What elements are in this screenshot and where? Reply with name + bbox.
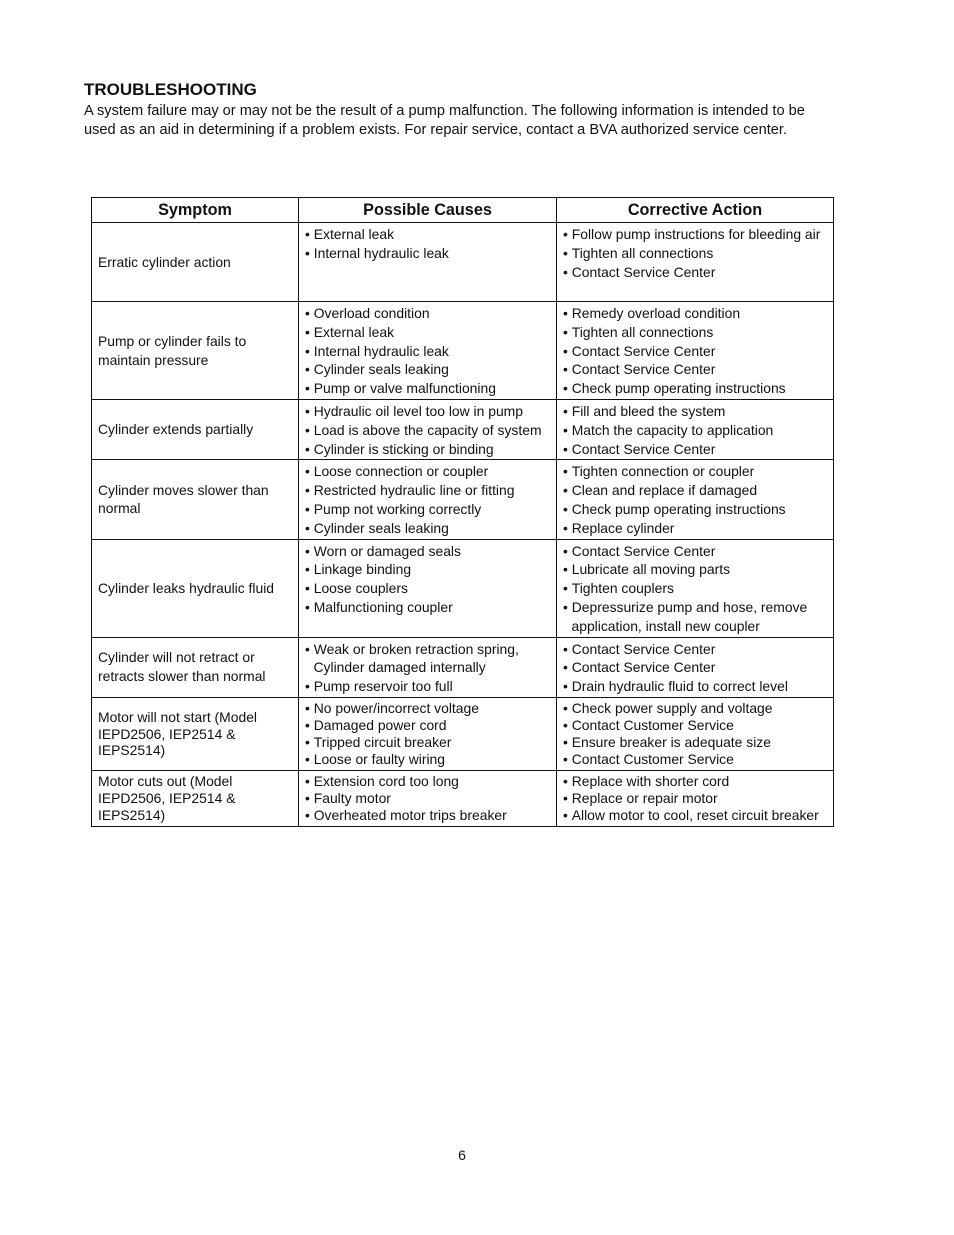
- page-title: TROUBLESHOOTING: [84, 80, 257, 99]
- action-cell: [557, 697, 834, 770]
- cause-item: • Pump not working correctly: [305, 500, 550, 519]
- action-item: • Contact Service Center: [563, 658, 827, 677]
- cause-item: • External leak: [305, 323, 550, 342]
- cause-item: • Loose connection or coupler: [305, 462, 550, 481]
- symptom-cell: Erratic cylinder action: [92, 223, 299, 302]
- action-item: • Tighten couplers: [563, 579, 827, 598]
- action-item: • Replace cylinder: [563, 519, 827, 538]
- action-item: • Check pump operating instructions: [563, 379, 827, 398]
- action-item: • Contact Service Center: [563, 542, 827, 561]
- action-cell: [557, 539, 834, 637]
- header-corrective-action: Corrective Action: [557, 198, 834, 223]
- cause-cell: [299, 637, 557, 697]
- troubleshooting-table: [91, 197, 834, 827]
- action-item: • Tighten all connections: [563, 323, 827, 342]
- symptom-cell: Cylinder extends partially: [92, 400, 299, 460]
- action-cell: [557, 637, 834, 697]
- page-number: 6: [458, 1147, 466, 1163]
- table-row: [92, 223, 834, 302]
- table-header-row: [92, 198, 834, 223]
- table-row: [92, 697, 834, 770]
- cause-item: • Loose or faulty wiring: [305, 751, 550, 768]
- action-cell: [557, 460, 834, 539]
- action-cell: [557, 770, 834, 826]
- action-item: • Lubricate all moving parts: [563, 560, 827, 579]
- action-item: • Depressurize pump and hose, remove application, install new coupler: [563, 598, 827, 636]
- symptom-cell: Pump or cylinder fails to maintain pressure: [92, 302, 299, 400]
- cause-cell: [299, 223, 557, 302]
- cause-item: • Load is above the capacity of system: [305, 421, 550, 440]
- action-item: • Replace with shorter cord: [563, 773, 827, 790]
- action-item: • Contact Service Center: [563, 640, 827, 659]
- cause-item: • Weak or broken retraction spring, Cylinder damaged internally: [305, 640, 550, 678]
- cause-item: • Extension cord too long: [305, 773, 550, 790]
- symptom-cell: Motor cuts out (Model IEPD2506, IEP2514 & IEPS2514): [92, 770, 299, 826]
- action-item: • Tighten connection or coupler: [563, 462, 827, 481]
- cause-item: • External leak: [305, 225, 550, 244]
- action-item: • Replace or repair motor: [563, 790, 827, 807]
- cause-cell: [299, 400, 557, 460]
- action-item: • Ensure breaker is adequate size: [563, 734, 827, 751]
- cause-item: • Pump or valve malfunctioning: [305, 379, 550, 398]
- action-item: • Match the capacity to application: [563, 421, 827, 440]
- action-item: • Drain hydraulic fluid to correct level: [563, 677, 827, 696]
- symptom-cell: Motor will not start (Model IEPD2506, IEP2514 & IEPS2514): [92, 697, 299, 770]
- cause-item: • Hydraulic oil level too low in pump: [305, 402, 550, 421]
- cause-cell: [299, 697, 557, 770]
- action-item: • Contact Service Center: [563, 360, 827, 379]
- cause-item: • Worn or damaged seals: [305, 542, 550, 561]
- cause-item: • Cylinder seals leaking: [305, 519, 550, 538]
- action-item: • Contact Customer Service: [563, 717, 827, 734]
- cause-cell: [299, 302, 557, 400]
- action-item: • Contact Customer Service: [563, 751, 827, 768]
- cause-cell: [299, 770, 557, 826]
- header-possible-causes: Possible Causes: [299, 198, 557, 223]
- action-cell: [557, 223, 834, 302]
- cause-item: • Loose couplers: [305, 579, 550, 598]
- action-item: • Contact Service Center: [563, 263, 827, 282]
- action-item: • Follow pump instructions for bleeding air: [563, 225, 827, 244]
- action-item: • Check power supply and voltage: [563, 700, 827, 717]
- table-row: [92, 302, 834, 400]
- action-cell: [557, 400, 834, 460]
- action-item: • Check pump operating instructions: [563, 500, 827, 519]
- cause-item: • Internal hydraulic leak: [305, 342, 550, 361]
- intro-paragraph: A system failure may or may not be the result of a pump malfunction. The following information is intended to be used as an aid in determining if a problem exists. For repair service, contact a BVA authorized service center.: [84, 103, 805, 138]
- action-item: • Clean and replace if damaged: [563, 481, 827, 500]
- symptom-cell: Cylinder will not retract or retracts slower than normal: [92, 637, 299, 697]
- action-item: • Contact Service Center: [563, 440, 827, 459]
- cause-item: • Overheated motor trips breaker: [305, 807, 550, 824]
- table-row: [92, 400, 834, 460]
- action-item: • Tighten all connections: [563, 244, 827, 263]
- cause-item: • Internal hydraulic leak: [305, 244, 550, 263]
- cause-item: • Malfunctioning coupler: [305, 598, 550, 617]
- cause-cell: [299, 539, 557, 637]
- cause-item: • Restricted hydraulic line or fitting: [305, 481, 550, 500]
- table-row: [92, 539, 834, 637]
- action-item: • Allow motor to cool, reset circuit breaker: [563, 807, 827, 824]
- action-cell: [557, 302, 834, 400]
- table-row: [92, 460, 834, 539]
- table-row: [92, 770, 834, 826]
- cause-item: • Linkage binding: [305, 560, 550, 579]
- action-item: • Remedy overload condition: [563, 304, 827, 323]
- header-symptom: Symptom: [92, 198, 299, 223]
- cause-item: • Tripped circuit breaker: [305, 734, 550, 751]
- cause-cell: [299, 460, 557, 539]
- cause-item: • Faulty motor: [305, 790, 550, 807]
- action-item: • Contact Service Center: [563, 342, 827, 361]
- cause-item: • Overload condition: [305, 304, 550, 323]
- symptom-cell: Cylinder leaks hydraulic fluid: [92, 539, 299, 637]
- cause-item: • Cylinder seals leaking: [305, 360, 550, 379]
- cause-item: • Cylinder is sticking or binding: [305, 440, 550, 459]
- table-body: [92, 223, 834, 827]
- cause-item: • Damaged power cord: [305, 717, 550, 734]
- table-row: [92, 637, 834, 697]
- action-item: • Fill and bleed the system: [563, 402, 827, 421]
- symptom-cell: Cylinder moves slower than normal: [92, 460, 299, 539]
- cause-item: • No power/incorrect voltage: [305, 700, 550, 717]
- cause-item: • Pump reservoir too full: [305, 677, 550, 696]
